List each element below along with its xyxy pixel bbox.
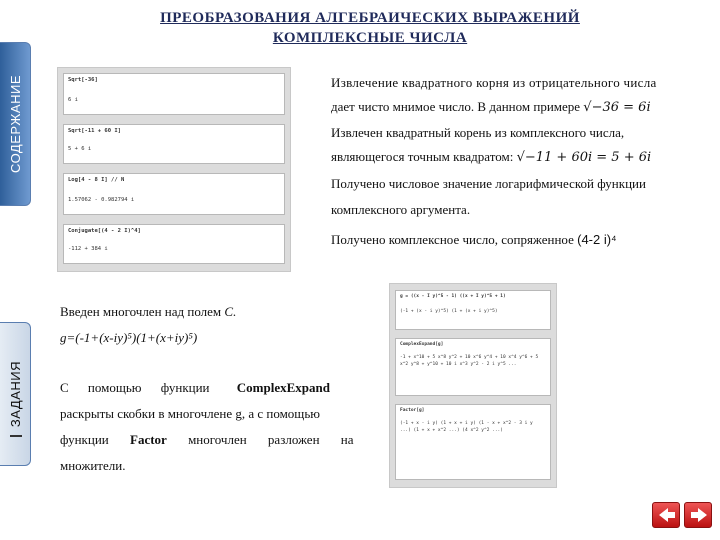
text-sqrt-complex-line2-a: являющегося точным квадратом: [331,149,514,164]
cell-output: (-1 + x - i y) (1 + x + i y) (1 - x + x^2 - 3 i y ...) (1 + x + x^2 ...) (4 x^2 y^2 ...) [400,421,533,433]
code-cell-sqrt-complex [63,124,285,164]
next-slide-button[interactable] [684,502,712,528]
text-sqrt-complex-line2 [331,149,651,165]
cell-input: Sqrt[-36] [68,77,98,83]
prev-slide-button[interactable] [652,502,680,528]
code-cell-log [63,173,285,215]
contents-tab[interactable] [0,42,31,206]
cell-output: -112 + 384 i [68,246,108,252]
text-factor-c: многочлен разложен на [188,432,354,447]
cell-input: ComplexExpand[g] [400,342,444,347]
text-factor-line [60,432,354,448]
code-cell-factor [395,404,551,480]
text-sqrt-complex-line1: Извлечен квадратный корень из комплексного числа, [331,125,625,140]
arrow-left-icon [658,507,676,523]
cell-output: 6 i [68,97,78,103]
text-complexexpand-a: С помощью функции [60,380,210,395]
code-cell-conjugate [63,224,285,264]
math-conjugate: (4-2 i)⁴ [577,232,617,247]
tasks-tab[interactable] [0,322,31,466]
text-complexexpand-fn: ComplexExpand [236,380,330,395]
top-mathematica-panel [57,67,291,272]
arrow-right-icon [690,507,708,523]
tasks-tab-label: ЗАДАНИЯ [7,360,23,428]
text-sqrt-neg-line2 [331,99,651,115]
cell-input: Sqrt[-11 + 60 I] [68,128,121,134]
text-polynomial-intro-a: Введен многочлен над полем [60,304,222,319]
text-sqrt-neg-line1: Извлечение квадратного корня из отрицательного числа [331,75,657,90]
text-complexexpand-line [60,380,330,396]
text-factor-fn: Factor [130,432,167,447]
cell-output: (-1 + (x - i y)^5) (1 + (x + i y)^5) [400,309,498,314]
text-polynomial-g: g=(-1+(x-iy)⁵)(1+(x+iy)⁵) [60,330,198,345]
text-log-line2: комплексного аргумента. [331,202,471,217]
cell-input: Conjugate[(4 - 2 I)^4] [68,228,141,234]
code-cell-define-g [395,290,551,330]
text-conjugate [331,232,617,248]
text-conjugate-a: Получено комплексное число, сопряженное [331,232,574,247]
text-log-line1: Получено числовое значение логарифмической функции [331,176,646,191]
bottom-mathematica-panel [389,283,557,488]
code-cell-complexexpand [395,338,551,396]
text-sqrt-neg-line2-a: дает чисто мнимое число. В данном примере [331,99,581,114]
cell-input: Log[4 - 8 I] // N [68,177,125,183]
cell-output: -1 + x^10 + 5 x^8 y^2 + 10 x^6 y^4 + 10 x^4 y^6 + 5 x^2 y^8 + y^10 + 10 i x^3 y^2 - 2 i y^5 ... [400,355,539,367]
math-sqrt-complex: √−11 + 60i = 5 + 6i [516,150,652,165]
text-factor-a: функции [60,432,109,447]
code-cell-sqrt-neg36 [63,73,285,115]
cell-input: Factor[g] [400,408,425,413]
cell-output: 5 + 6 i [68,146,92,152]
text-polynomial-intro [60,304,236,320]
contents-tab-label: СОДЕРЖАНИЕ [7,74,23,173]
math-sqrt-neg36: √−36 = 6i [583,100,651,115]
cell-input: g = ((x - I y)^5 - 1) ((x + I y)^5 + 1) [400,294,506,299]
text-field-c: C. [224,304,237,319]
text-factors: множители. [60,458,126,473]
page-title-line1: ПРЕОБРАЗОВАНИЯ АЛГЕБРАИЧЕСКИХ ВЫРАЖЕНИЙ [160,10,580,26]
cell-output: 1.57062 - 0.982794 i [68,197,135,203]
text-expand-description: раскрыты скобки в многочлене g, а с помощью [60,406,320,421]
page-title-line2: КОМПЛЕКСНЫЕ ЧИСЛА [272,30,468,46]
